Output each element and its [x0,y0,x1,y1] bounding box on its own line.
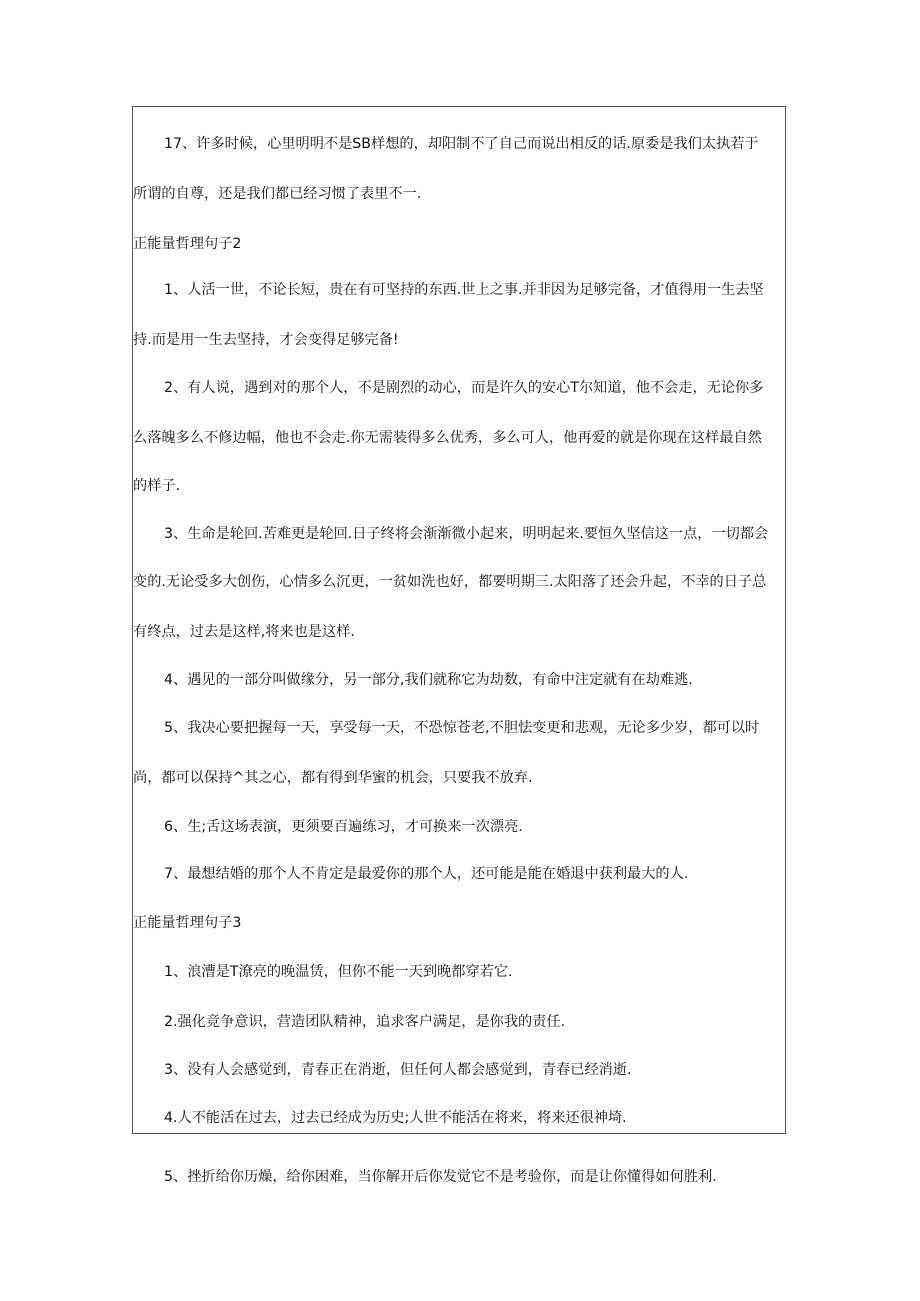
text-line-14: 尚，都可以保持^其之心，都有得到华蜜的机会，只要我不放弃. [133,770,533,786]
text-line-20: 3、没有人会感觉到，青春正在消逝，但任何人都会感觉到，青春已经消逝. [164,1062,632,1078]
text-line-7: 么落魄多么不修边幅，他也不会走.你无需装得多么优秀，多么可人，他再爱的就是你现在这样最自然 [133,430,762,446]
text-line-2: 所谓的自尊，还是我们都已经习惯了表里不一. [133,186,422,202]
text-line-13: 5、我决心要把握每一天，享受每一天，不恐惊苍老,不胆怯变更和悲观，无论多少岁，都可以时 [164,720,760,736]
text-line-6: 2、有人说，遇到对的那个人，不是剧烈的动心，而是许久的安心T尔知道，他不会走，无论你多 [164,380,764,396]
section-heading-2: 正能量哲理句子2 [133,236,242,252]
text-line-10: 变的.无论受多大创伤，心情多么沉更，一贫如洗也好，都要明期三.太阳落了还会升起，不幸的日子总 [133,574,767,590]
text-line-22: 5、挫折给你历燥，给你困难，当你解开后你发觉它不是考验你，而是让你懂得如何胜利. [164,1169,717,1185]
text-line-12: 4、遇见的一部分叫做缘分，另一部分,我们就称它为劫数，有命中注定就有在劫难逃. [164,672,693,688]
text-line-5: 持.而是用一生去坚持，才会变得足够完备! [133,332,399,348]
text-line-19: 2.强化竞争意识，营造团队精神，追求客户满足，是你我的责任. [164,1014,566,1030]
text-line-21: 4.人不能活在过去，过去已经成为历史;人世不能活在将来，将来还很神埼. [164,1110,627,1126]
text-line-18: 1、浪漕是T潦亮的晚温赁，但你不能一天到晚都穿若它. [164,964,513,980]
section-heading-3: 正能量哲理句子3 [133,915,242,931]
text-line-1: 17、许多时候，心里明明不是SB样想的，却阳制不了自己而说出相反的话.原委是我们太执若于 [164,136,759,152]
text-line-11: 有终点，过去是这样,将来也是这样. [133,624,355,640]
text-line-15: 6、生;舌这场表演，更须要百遍练习，才可换来一次漂亮. [164,819,523,835]
text-line-9: 3、生命是轮回.苦难更是轮回.日子终将会渐渐微小起来，明明起来.要恒久坚信这一点，一切都会 [164,526,769,542]
text-line-8: 的样子. [133,478,181,494]
text-line-16: 7、最想结婚的那个人不肯定是最爱你的那个人，还可能是能在婚退中获利最大的人. [164,866,689,882]
text-line-4: 1、人活一世，不论长短，贵在有可坚持的东西.世上之事.并非因为足够完备，才值得用一生去坚 [164,282,764,298]
